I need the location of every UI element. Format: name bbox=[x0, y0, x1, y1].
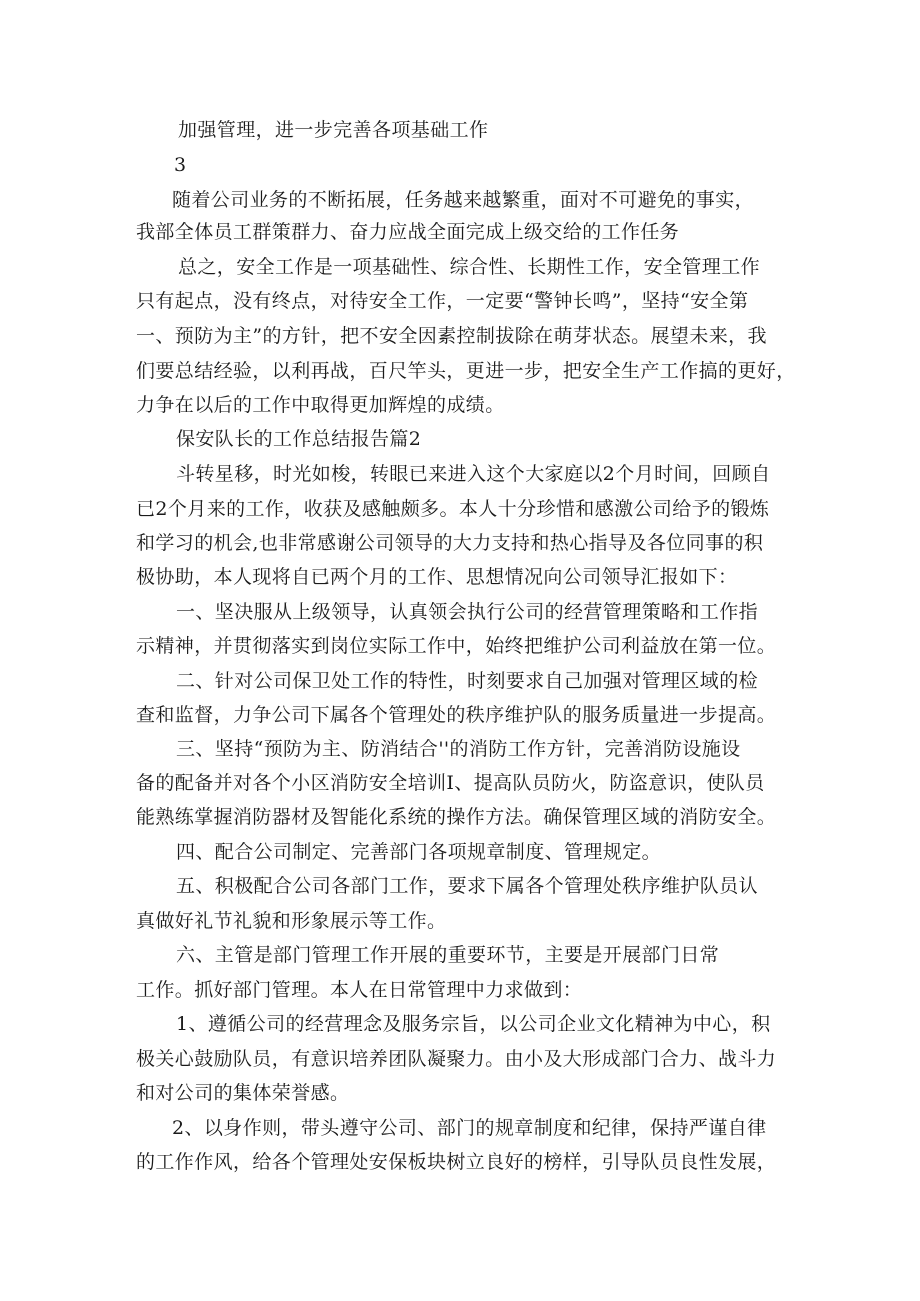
text-line: 极关心鼓励队员，有意识培养团队凝聚力。由小及大形成部门合力、战斗力 bbox=[136, 1048, 777, 1070]
text-line: 总之，安全工作是一项基础性、综合性、长期性工作，安全管理工作 bbox=[178, 256, 761, 278]
text-line: 五、积极配合公司各部门工作，要求下属各个管理处秩序维护队员认 bbox=[176, 875, 759, 897]
text-line: 力争在以后的工作中取得更加辉煌的成绩。 bbox=[136, 394, 505, 416]
text-line: 2、以身作则，带头遵守公司、部门的规章制度和纪律，保持严谨自律 bbox=[172, 1117, 767, 1139]
text-line: 查和监督，力争公司下属各个管理处的秩序维护队的服务质量进一步提高。 bbox=[136, 704, 777, 726]
text-line: 四、配合公司制定、完善部门各项规章制度、管理规定。 bbox=[176, 841, 662, 863]
text-line: 的工作作风，给各个管理处安保板块树立良好的榜样，引导队员良性发展， bbox=[136, 1151, 777, 1173]
text-line: 和对公司的集体荣誉感。 bbox=[136, 1082, 350, 1104]
text-line: 极协助，本人现将自已两个月的工作、思想情况向公司领导汇报如下： bbox=[136, 566, 738, 588]
text-line: 和学习的机会,也非常感谢公司领导的大力支持和热心指导及各位同事的积 bbox=[136, 532, 764, 554]
text-line: 能熟练掌握消防器材及智能化系统的操作方法。确保管理区域的消防安全。 bbox=[136, 806, 777, 828]
section-heading: 保安队长的工作总结报告篇2 bbox=[176, 428, 422, 450]
text-line: 已2个月来的工作，收获及感触颇多。本人十分珍惜和感激公司给予的锻炼 bbox=[136, 498, 770, 520]
text-line: 二、针对公司保卫处工作的特性，时刻要求自己加强对管理区域的检 bbox=[176, 670, 759, 692]
text-line: 只有起点，没有终点，对待安全工作，一定要“警钟长鸣”，坚持“安全第 bbox=[136, 290, 749, 312]
text-line: 加强管理，进一步完善各项基础工作 bbox=[178, 119, 489, 141]
text-line: 斗转星移，时光如梭，转眼已来进入这个大家庭以2个月时间，回顾自 bbox=[176, 463, 771, 485]
text-line: 真做好礼节礼貌和形象展示等工作。 bbox=[136, 910, 447, 932]
text-line: 示精神，并贯彻落实到岗位实际工作中，始终把维护公司利益放在第一位。 bbox=[136, 635, 777, 657]
text-line: 工作。抓好部门管理。本人在日常管理中力求做到： bbox=[136, 979, 583, 1001]
text-line: 六、主管是部门管理工作开展的重要环节，主要是开展部门日常 bbox=[176, 944, 720, 966]
text-line: 们要总结经验，以利再战，百尺竿头，更进一步，把安全生产工作搞的更好， bbox=[136, 360, 796, 382]
text-line: 1、遵循公司的经营理念及服务宗旨，以公司企业文化精神为中心，积 bbox=[176, 1013, 771, 1035]
text-line: 备的配备并对各个小区消防安全培训I、提高队员防火，防盗意识，使队员 bbox=[136, 772, 765, 794]
text-line: 一、预防为主”的方针，把不安全因素控制拔除在萌芽状态。展望未来，我 bbox=[136, 325, 767, 347]
text-line: 3 bbox=[174, 154, 187, 176]
text-line: 随着公司业务的不断拓展，任务越来越繁重，面对不可避免的事实， bbox=[172, 189, 755, 211]
text-line: 一、坚决服从上级领导，认真领会执行公司的经营管理策略和工作指 bbox=[176, 601, 759, 623]
text-line: 三、坚持“预防为主、防消结合''的消防工作方针，完善消防设施设 bbox=[176, 738, 741, 760]
text-line: 我部全体员工群策群力、奋力应战全面完成上级交给的工作任务 bbox=[136, 221, 680, 243]
